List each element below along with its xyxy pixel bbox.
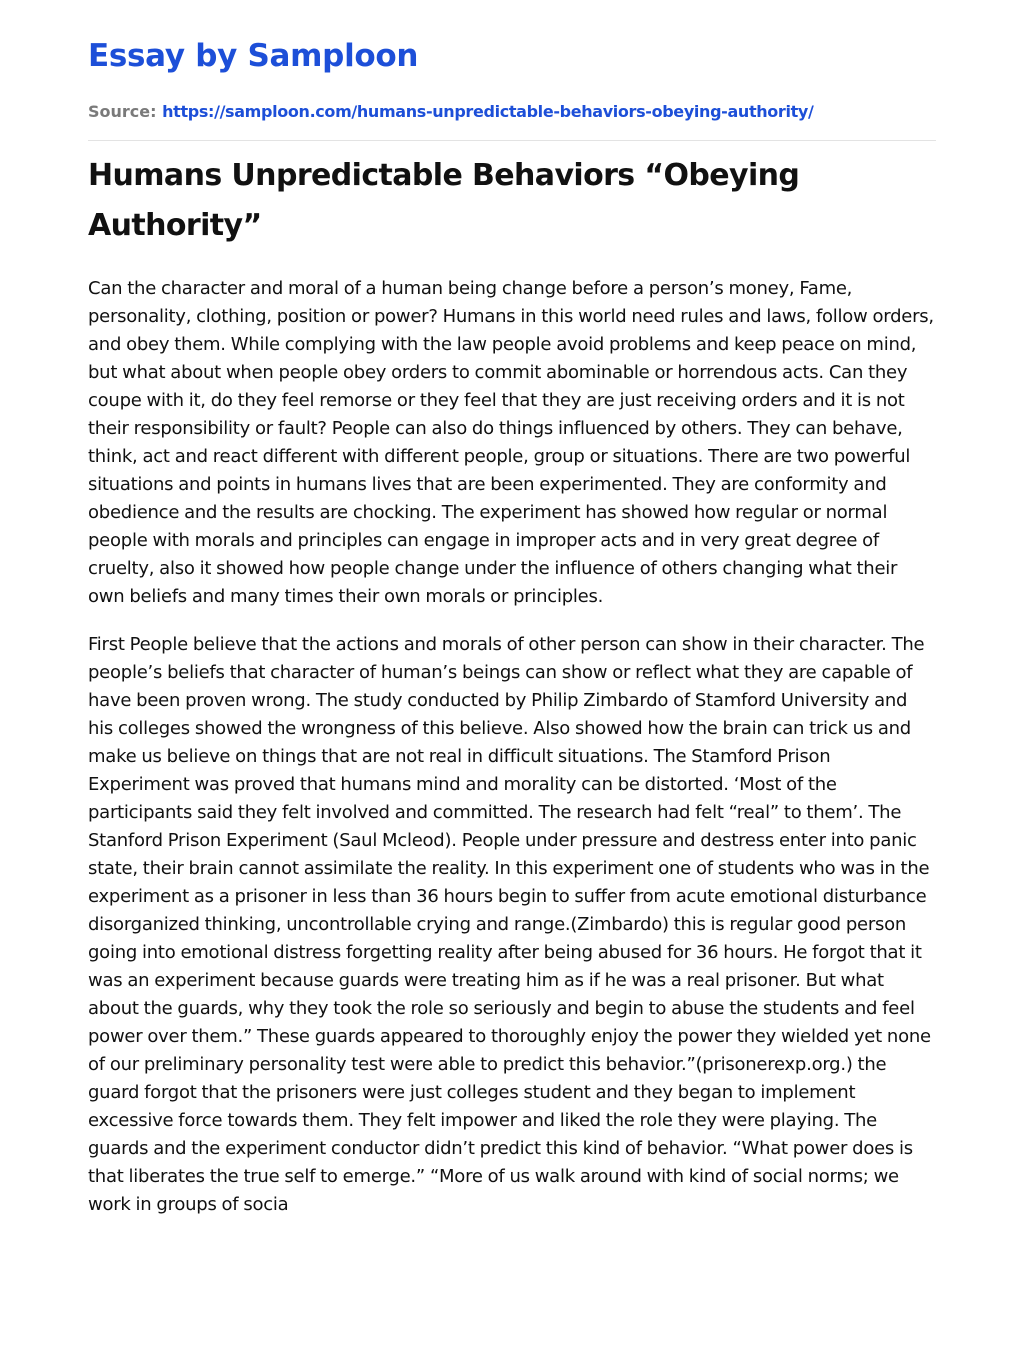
paragraph-1: Can the character and moral of a human being change before a person’s money, Fame, personality, clothing, position or power? Humans in this world need rules and laws, follow orders, and obey them. While complying with the law people avoid problems and keep peace on mind, but what about when people obey orders to commit abominable or horrendous acts. Can they coupe with it, do they feel remorse or they feel that they are just receiving orders and it is not their responsibility or fault? People can also do things influenced by others. They can behave, think, act and react different with different people, group or situations. There are two powerful situations and points in humans lives that are been experimented. They are conformity and obedience and the results are chocking. The experiment has showed how regular or normal people with morals and principles can engage in improper acts and in very great degree of cruelty, also it showed how people change under the influence of others changing what their own beliefs and many times their own morals or principles. xyxy=(88,278,934,607)
paragraph-2: First People believe that the actions and morals of other person can show in their character. The people’s beliefs that character of human’s beings can show or reflect what they are capable of have been proven wrong. The study conducted by Philip Zimbardo of Stamford University and his colleges showed the wrongness of this believe. Also showed how the brain can trick us and make us believe on things that are not real in difficult situations. The Stamford Prison Experiment was proved that humans mind and morality can be distorted. ‘Most of the participants said they felt involved and committed. The research had felt “real” to them’. The Stanford Prison Experiment (Saul Mcleod). People under pressure and destress enter into panic state, their brain cannot assimilate the reality. In this experiment one of students who was in the experiment as a prisoner in less than 36 hours begin to suffer from acute emotional disturbance disorganized thinking, uncontrollable crying and range.(Zimbardo) this is regular good person going into emotional distress forgetting reality after being abused for 36 hours. He forgot that it was an experiment because guards were treating him as if he was a real prisoner. But what about the guards, why they took the role so seriously and begin to abuse the students and feel power over them.” These guards appeared to thoroughly enjoy the power they wielded yet none of our preliminary personality test were able to predict this behavior.”(prisonerexp.org.) the guard forgot that the prisoners were just colleges student and they began to implement excessive force towards them. They felt impower and liked the role they were playing. The guards and the experiment conductor didn’t predict this kind of behavior. “What power does is that liberates the true self to emerge.” “More of us walk around with kind of social norms; we work in groups of socia xyxy=(88,634,931,1215)
article-body xyxy=(88,275,936,1219)
header-divider xyxy=(88,140,936,141)
essay-page xyxy=(88,30,936,1239)
source-label: Source: xyxy=(88,102,157,121)
source-line xyxy=(88,100,936,124)
article-title: Humans Unpredictable Behaviors “Obeying Authority” xyxy=(88,158,800,243)
source-link[interactable]: https://samploon.com/humans-unpredictable-behaviors-obeying-authority/ xyxy=(162,102,814,121)
site-brand[interactable]: Essay by Samploon xyxy=(88,38,419,74)
